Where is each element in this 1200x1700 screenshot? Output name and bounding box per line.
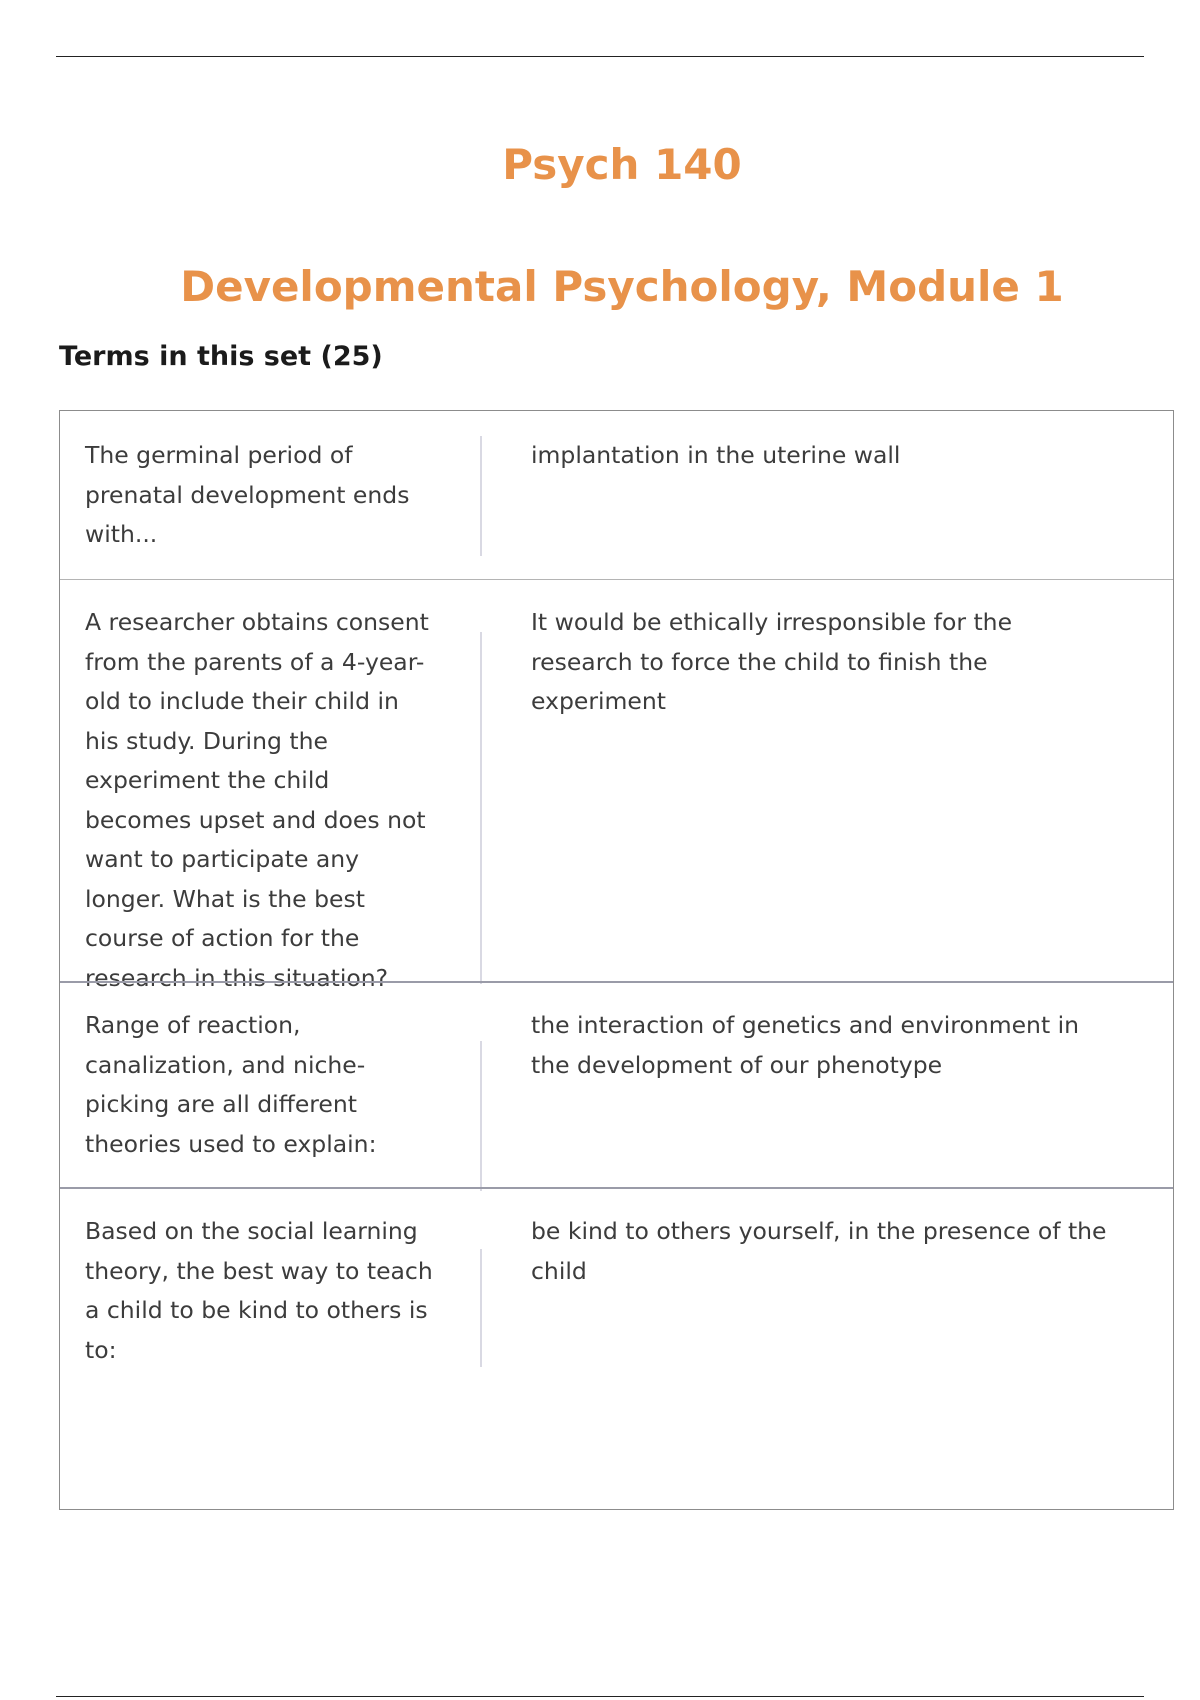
definition-text: be kind to others yourself, in the presence of the child — [531, 1217, 1107, 1285]
term-text: Based on the social learning theory, the best way to teach a child to be kind to others is to: — [85, 1217, 433, 1364]
term-row — [60, 411, 1173, 579]
term-text: Range of reaction, canalization, and niche-picking are all different theories used to explain: — [85, 1011, 377, 1158]
term-row — [60, 981, 1173, 1187]
set-heading: Terms in this set (25) — [59, 341, 383, 372]
term-text: A researcher obtains consent from the parents of a 4-year-old to include their child in his study. During the experiment the child becomes upset and does not want to participate any longer. What is the best course of action for the research in this situation? — [85, 608, 429, 992]
bottom-rule — [56, 1696, 1144, 1697]
term-row — [60, 579, 1173, 992]
column-divider — [480, 436, 482, 556]
definition-text: It would be ethically irresponsible for the research to force the child to finish the experiment — [531, 608, 1013, 715]
column-divider — [480, 1041, 482, 1191]
course-title: Psych 140 — [502, 140, 742, 189]
term-text: The germinal period of prenatal development ends with... — [85, 441, 410, 548]
definition-text: the interaction of genetics and environment in the development of our phenotype — [531, 1011, 1080, 1079]
top-rule — [56, 56, 1144, 57]
column-divider — [480, 632, 482, 984]
module-title: Developmental Psychology, Module 1 — [180, 262, 1064, 311]
term-row — [60, 1187, 1173, 1509]
definition-text: implantation in the uterine wall — [531, 441, 901, 469]
column-divider — [480, 1249, 482, 1367]
terms-table — [59, 410, 1174, 1510]
